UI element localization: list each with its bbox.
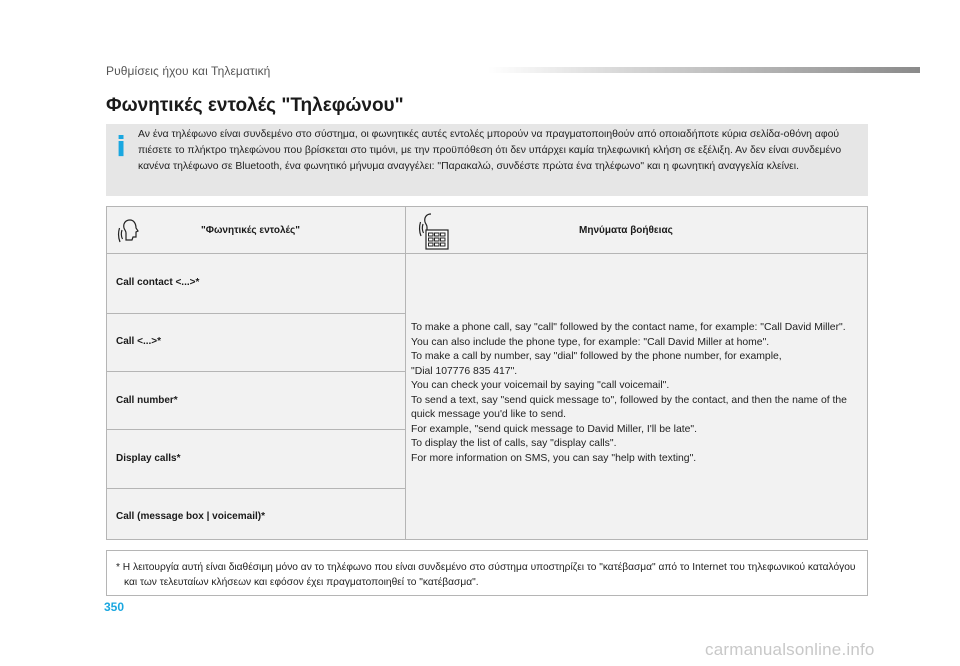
help-line: For example, "send quick message to David Miller, I'll be late". <box>411 423 697 435</box>
table-row <box>107 371 405 429</box>
info-text: Αν ένα τηλέφωνο είναι συνδεμένο στο σύστημα, οι φωνητικές αυτές εντολές μπορούν να πραγματοποιηθούν από οποιαδήποτε κύρια σελίδα-οθόνη αφού πιέσετε το πλήκτρο τηλεφώνου που βρίσκεται στο τιμόνι, με την προϋπόθεση ότι δεν υπάρχει καμία τηλεφωνική κλήση σε εξέλιξη. Αν δεν είναι συνδεμένο κανένα τηλέφωνο σε Bluetooth, ένα φωνητικό μήνυμα αναγγέλει: "Παρακαλώ, συνδέστε πρώτα ένα τηλέφωνο" και η φωνητική αναγγελία κλείνει. <box>138 129 842 172</box>
help-line: You can check your voicemail by saying "call voicemail". <box>411 380 670 391</box>
help-line: To send a text, say "send quick message to", followed by the contact, and then the name of the quick message you'd like to send. <box>411 394 847 420</box>
footnote-text: * Η λειτουργία αυτή είναι διαθέσιμη μόνο αν το τηλέφωνο που είναι συνδεμένο στο σύστημα υποστηρίζει το "κατέβασμα" από το Internet του τηλεφωνικού καταλόγου και των τελευταίων κλήσεων και εφόσον έχει πραγματοποιηθεί το "κατέβασμα". <box>116 562 856 588</box>
help-line: To make a phone call, say "call" followed by the contact name, for example: "Call David Miller". <box>411 322 846 333</box>
help-text <box>411 321 859 466</box>
column-divider <box>405 207 406 539</box>
voice-commands-table <box>106 206 868 540</box>
command-label: Call (message box | voicemail)* <box>116 511 265 522</box>
page-title: Φωνητικές εντολές "Τηλεφώνου" <box>106 95 404 116</box>
help-line: For more information on SMS, you can say "help with texting". <box>411 452 697 464</box>
page-number: 350 <box>104 600 125 614</box>
help-line: You can also include the phone type, for example: "Call David Miller at home". <box>411 336 770 348</box>
help-line: To make a call by number, say "dial" followed by the phone number, for example, <box>411 351 782 362</box>
table-row <box>107 313 405 371</box>
section-header: Ρυθμίσεις ήχου και Τηλεματική <box>106 64 271 78</box>
command-label: Call <...>* <box>116 336 162 347</box>
command-label: Call number* <box>116 395 178 406</box>
voice-help-keypad-icon <box>410 212 450 250</box>
header-gradient-bar <box>488 67 920 73</box>
table-row <box>107 254 405 313</box>
footnote-box <box>106 550 868 596</box>
commands-column-header: "Φωνητικές εντολές" <box>201 225 300 236</box>
command-label: Display calls* <box>116 453 181 464</box>
table-row <box>107 429 405 488</box>
help-line: To display the list of calls, say "display calls". <box>411 438 617 449</box>
command-label: Call contact <...>* <box>116 277 200 288</box>
table-row <box>107 488 405 540</box>
voice-command-icon <box>117 216 147 246</box>
help-messages-column-header: Μηνύματα βοήθειας <box>579 225 673 236</box>
table-header-row <box>107 207 867 254</box>
info-box <box>106 124 868 196</box>
help-line: "Dial 107776 835 417". <box>411 365 518 377</box>
info-icon: i <box>116 130 126 163</box>
watermark: carmanualsonline.info <box>705 640 875 659</box>
